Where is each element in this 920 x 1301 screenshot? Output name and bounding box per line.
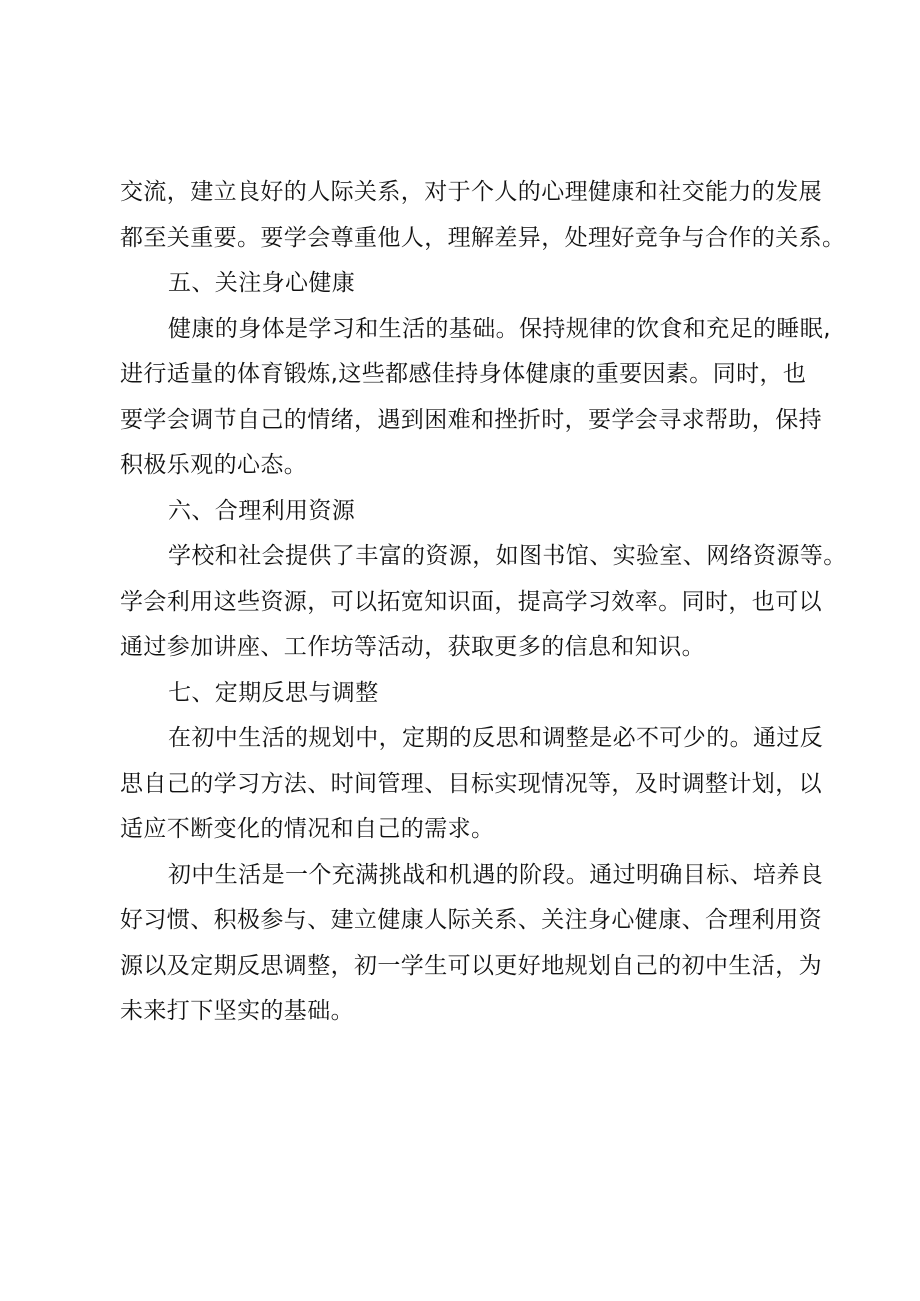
section-heading: 七、定期反思与调整 [168,679,379,706]
document-body [120,170,847,1035]
section-heading: 五、关注身心健康 [168,270,356,296]
paragraph-line: 健康的身体是学习和生活的基础。保持规律的饮食和充足的睡眠, [168,315,831,342]
paragraph-line: 初中生活是一个充满挑战和机遇的阶段。通过明确目标、培养良 [168,861,824,888]
paragraph-line: 在初中生活的规划中，定期的反思和调整是必不可少的。通过反 [168,725,824,751]
paragraph-line: 适应不断变化的情况和自己的需求。 [120,816,495,842]
paragraph-line: 思自己的学习方法、时间管理、目标实现情况等，及时调整计划，以 [120,770,822,797]
paragraph-line: 源以及定期反思调整，初一学生可以更好地规划自己的初中生活，为 [120,952,822,979]
paragraph-line: 学校和社会提供了丰富的资源，如图书馆、实验室、网络资源等。 [168,543,847,569]
section-heading: 六、合理利用资源 [168,497,356,524]
paragraph-line: 交流，建立良好的人际关系，对于个人的心理健康和社交能力的发展 [120,179,822,205]
paragraph-line: 通过参加讲座、工作坊等活动，获取更多的信息和知识。 [120,634,705,660]
paragraph-line: 都至关重要。要学会尊重他人，理解差异，处理好竞争与合作的关系。 [120,224,846,251]
paragraph-line: 要学会调节自己的情绪，遇到困难和挫折时，要学会寻求帮助，保持 [120,406,822,433]
paragraph-line: 学会利用这些资源，可以拓宽知识面，提高学习效率。同时，也可以 [120,588,822,615]
paragraph-line: 好习惯、积极参与、建立健康人际关系、关注身心健康、合理利用资 [120,907,822,933]
paragraph-line: 进行适量的体育锻炼,这些都感佳持身体健康的重要因素。同时，也 [120,361,807,387]
paragraph-line: 未来打下坚实的基础。 [120,998,354,1024]
paragraph-line: 积极乐观的心态。 [120,452,308,478]
